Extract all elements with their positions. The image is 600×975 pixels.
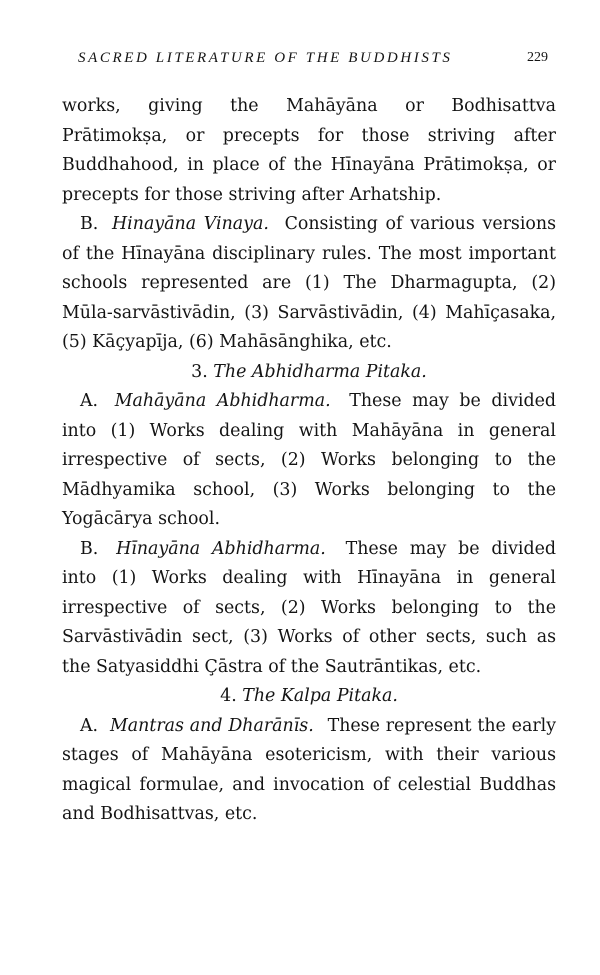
item-label: A.: [80, 391, 99, 411]
item-label: B.: [80, 214, 99, 234]
item-heading: Mantras and Dharānīs.: [109, 715, 314, 736]
item-text: These represent the early stages of Mahāyāna esotericism, with their various magical formulae, and invocation of celestial Buddhas and Bodhisattvas, etc.: [62, 715, 557, 824]
running-title: SACRED LITERATURE OF THE BUDDHISTS: [78, 50, 453, 66]
page-body: [62, 92, 556, 830]
paragraph-hinayana-abhidharma: [62, 535, 556, 683]
item-text: Consisting of various versions of the Hīnayāna disciplinary rules. The most important schools represented are (1) The Dharmagupta, (2) Mūla-sarvāstivādin, (3) Sarvāstivādin, (4) Mahīçasaka, (5) Kāçyapīja, (6) Mahāsānghika, etc.: [62, 214, 557, 352]
running-head: [78, 50, 548, 72]
paragraph-mantras-dharanis: [62, 712, 556, 830]
paragraph-hinayana-vinaya: [62, 210, 556, 358]
paragraph-mahayana-abhidharma: [62, 387, 556, 535]
section-title: The Abhidharma Pitaka.: [213, 361, 427, 382]
item-heading: Hīnayāna Abhidharma.: [116, 538, 326, 559]
section-title: The Kalpa Pitaka.: [242, 686, 398, 706]
paragraph-continuation: works, giving the Mahāyāna or Bodhisattva Prātimokṣa, or precepts for those striving after Buddhahood, in place of the Hīnayāna Prātimokṣa, or precepts for those striving after Arhatship.: [62, 96, 556, 205]
item-heading: Mahāyāna Abhidharma.: [114, 391, 331, 411]
item-heading: Hinayāna Vinaya.: [112, 214, 269, 234]
item-label: A.: [80, 715, 99, 736]
page-number: 229: [527, 50, 548, 65]
section-number: 4.: [220, 686, 237, 706]
item-text: These may be divided into (1) Works dealing with Mahāyāna in general irrespective of sects, (2) Works belonging to the Mādhyamika school, (3) Works belonging to the Yogācārya school.: [62, 391, 557, 529]
section-heading-abhidharma: [62, 358, 556, 388]
item-label: B.: [80, 538, 99, 559]
section-number: 3.: [191, 361, 208, 382]
item-text: These may be divided into (1) Works dealing with Hīnayāna in general irrespective of sects, (2) Works belonging to the Sarvāstivādin sect, (3) Works of other sects, such as the Satyasiddhi Çāstra of the Sautrāntikas, etc.: [62, 538, 557, 677]
section-heading-kalpa: [62, 682, 556, 712]
